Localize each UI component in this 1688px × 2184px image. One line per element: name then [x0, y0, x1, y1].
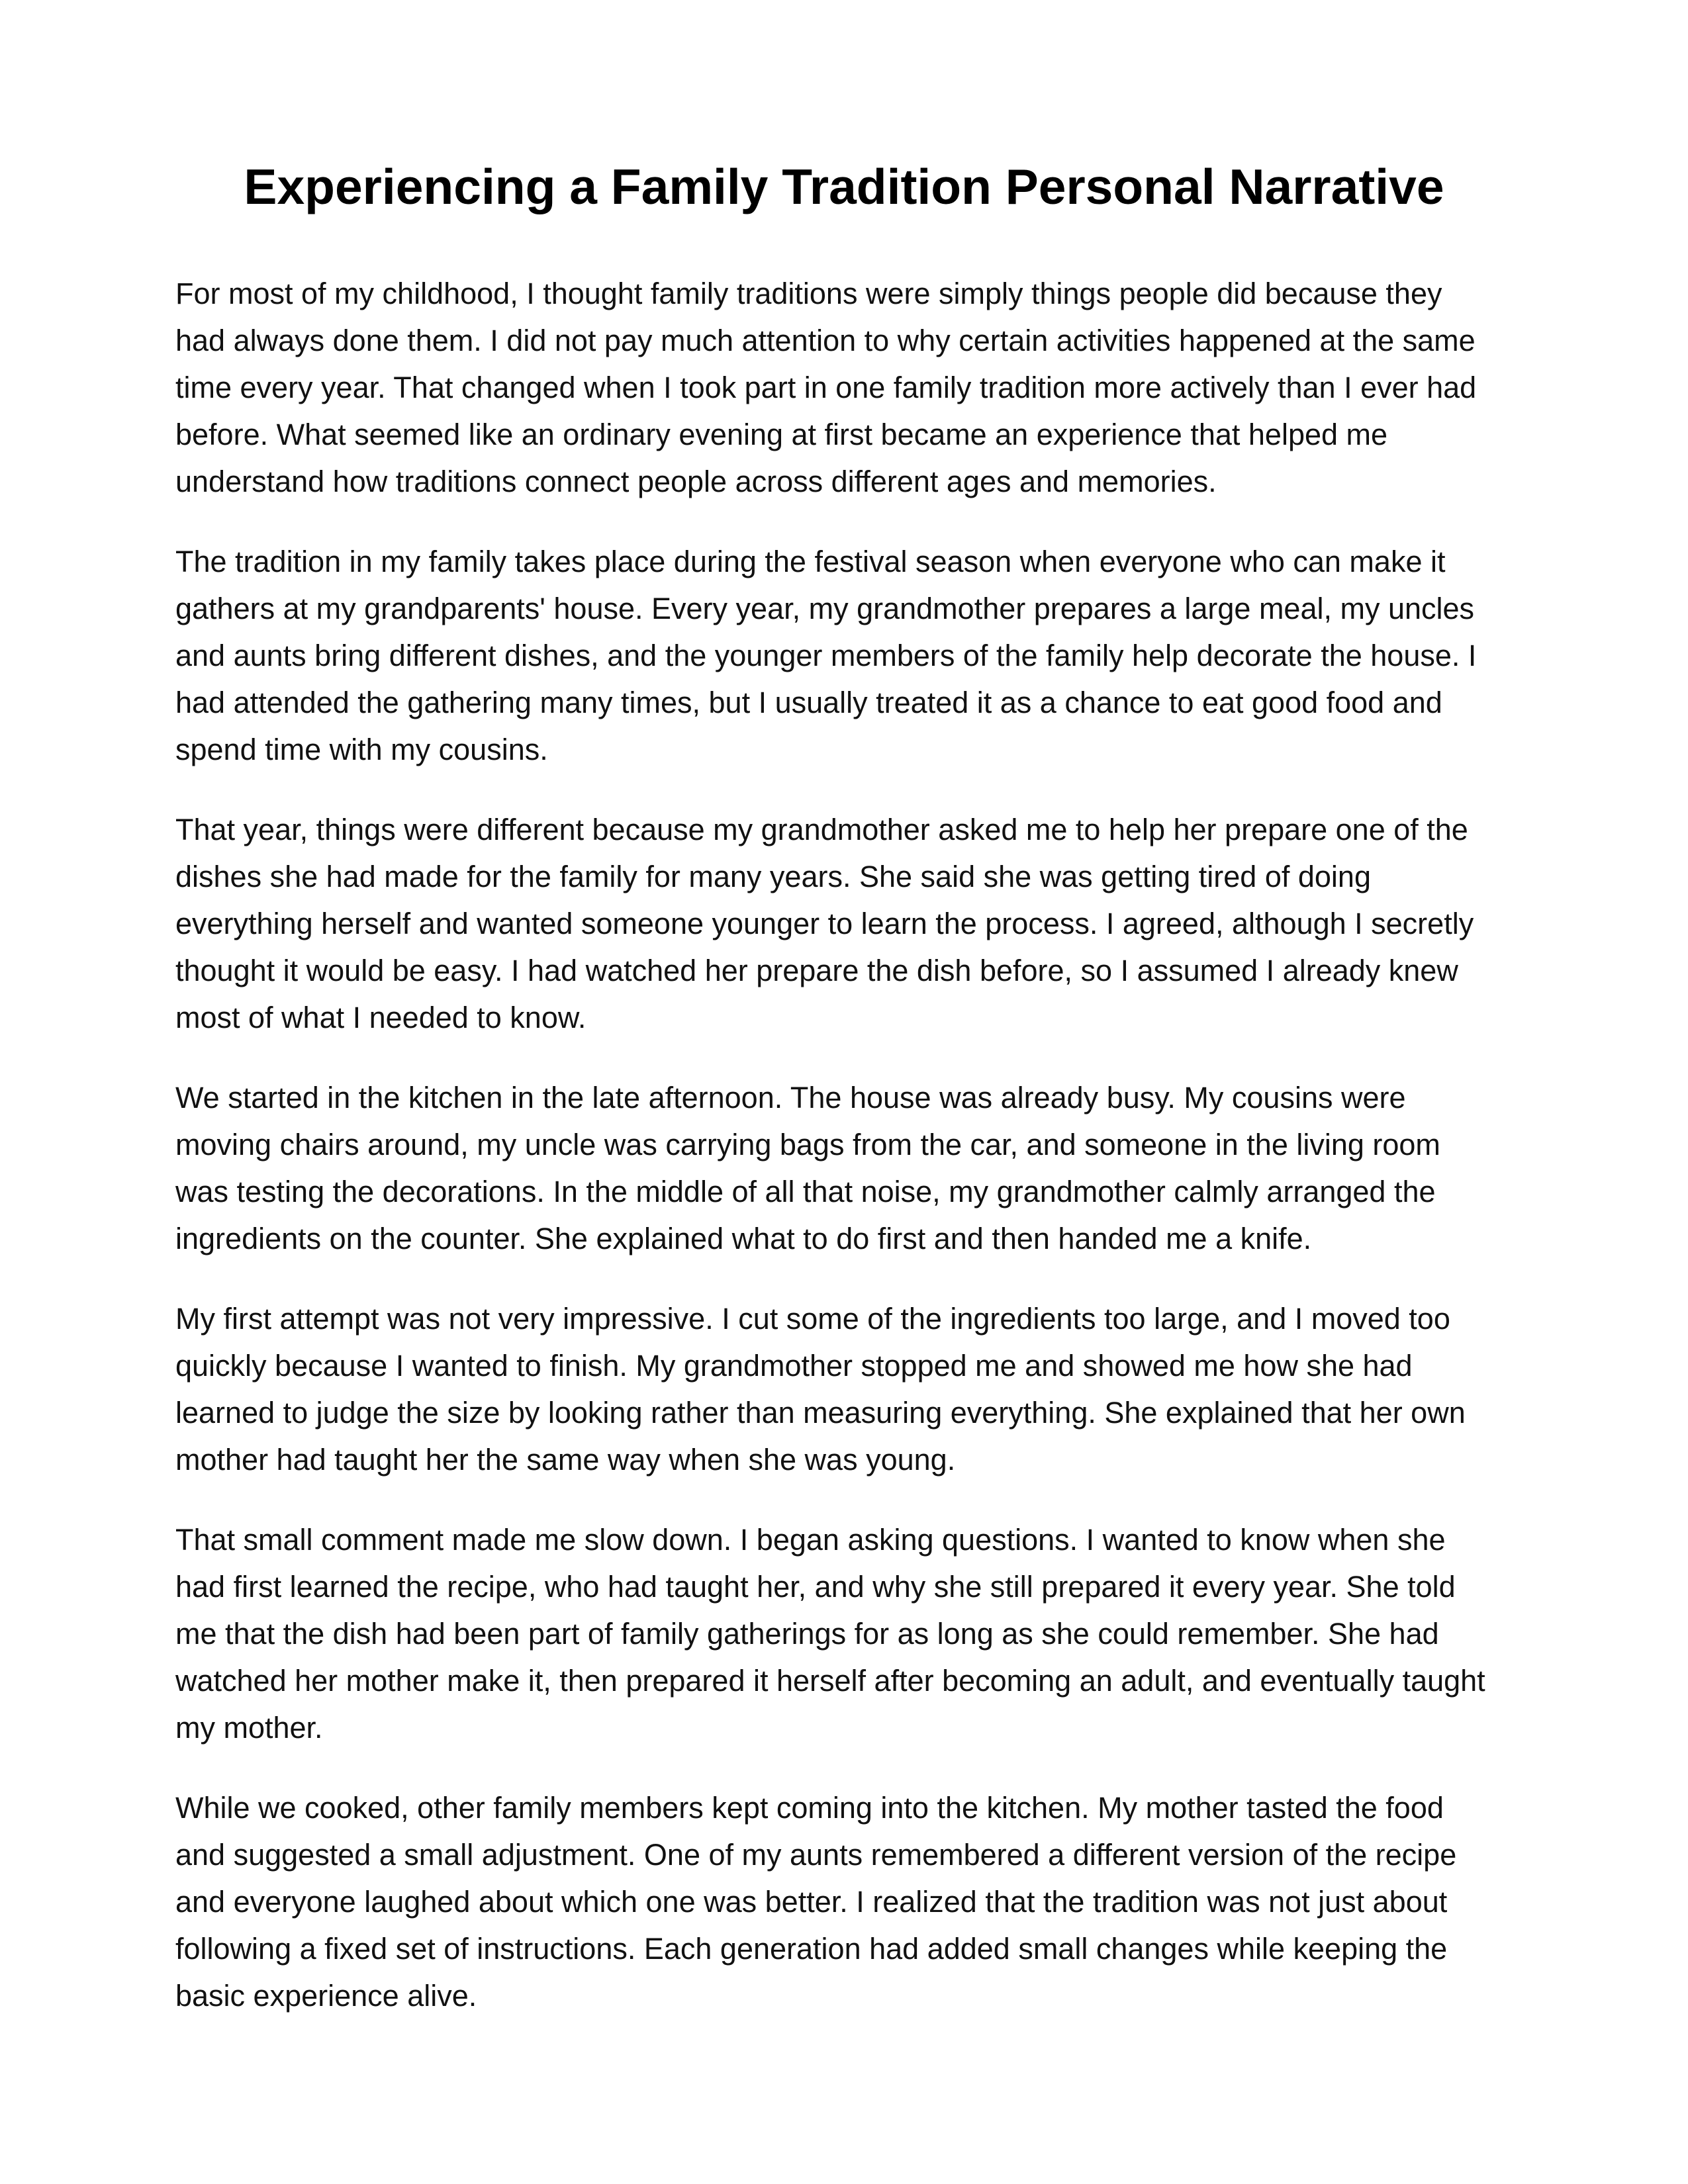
paragraph-line: my mother. [175, 1711, 323, 1745]
paragraph-line: thought it would be easy. I had watched her prepare the dish before, so I assumed I already knew [175, 954, 1458, 987]
body-paragraph [175, 1074, 1526, 1262]
body-paragraph [175, 270, 1526, 505]
paragraph-line: everything herself and wanted someone younger to learn the process. I agreed, although I secretly [175, 907, 1474, 940]
paragraph-line: was testing the decorations. In the middle of all that noise, my grandmother calmly arranged the [175, 1175, 1436, 1208]
paragraph-line: following a fixed set of instructions. Each generation had added small changes while keeping the [175, 1932, 1448, 1966]
paragraph-line: ingredients on the counter. She explained what to do first and then handed me a knife. [175, 1222, 1312, 1255]
paragraph-line: My first attempt was not very impressive. I cut some of the ingredients too large, and I moved too [175, 1302, 1450, 1336]
paragraph-line: mother had taught her the same way when she was young. [175, 1443, 956, 1477]
paragraph-line: and suggested a small adjustment. One of my aunts remembered a different version of the recipe [175, 1838, 1457, 1872]
paragraph-line: That small comment made me slow down. I began asking questions. I wanted to know when she [175, 1523, 1446, 1557]
paragraph-line: had first learned the recipe, who had taught her, and why she still prepared it every year. She told [175, 1570, 1456, 1604]
paragraph-line: before. What seemed like an ordinary evening at first became an experience that helped me [175, 418, 1388, 451]
paragraph-line: dishes she had made for the family for many years. She said she was getting tired of doing [175, 860, 1371, 893]
paragraph-line: and aunts bring different dishes, and the younger members of the family help decorate the house. I [175, 639, 1477, 672]
paragraph-line: gathers at my grandparents' house. Every year, my grandmother prepares a large meal, my uncles [175, 592, 1475, 625]
paragraph-line: learned to judge the size by looking rather than measuring everything. She explained that her own [175, 1396, 1466, 1430]
paragraph-line: and everyone laughed about which one was better. I realized that the tradition was not just about [175, 1885, 1448, 1919]
paragraph-line: spend time with my cousins. [175, 733, 548, 766]
paragraph-line: understand how traditions connect people across different ages and memories. [175, 465, 1217, 498]
paragraph-line: That year, things were different because my grandmother asked me to help her prepare one of the [175, 813, 1468, 846]
document-body [175, 270, 1526, 2052]
paragraph-line: had attended the gathering many times, but I usually treated it as a chance to eat good food and [175, 686, 1442, 719]
paragraph-line: me that the dish had been part of family gatherings for as long as she could remember. She had [175, 1617, 1439, 1651]
paragraph-line: The tradition in my family takes place during the festival season when everyone who can make it [175, 545, 1446, 578]
paragraph-line: most of what I needed to know. [175, 1001, 586, 1034]
paragraph-line: For most of my childhood, I thought family traditions were simply things people did because they [175, 277, 1442, 310]
body-paragraph [175, 538, 1526, 773]
paragraph-line: While we cooked, other family members kept coming into the kitchen. My mother tasted the food [175, 1791, 1444, 1825]
body-paragraph [175, 1295, 1526, 1483]
paragraph-line: quickly because I wanted to finish. My grandmother stopped me and showed me how she had [175, 1349, 1413, 1383]
body-paragraph [175, 806, 1526, 1041]
paragraph-line: had always done them. I did not pay much attention to why certain activities happened at the same [175, 324, 1476, 357]
document-title: Experiencing a Family Tradition Personal Narrative [244, 159, 1444, 214]
paragraph-line: We started in the kitchen in the late afternoon. The house was already busy. My cousins were [175, 1081, 1406, 1115]
paragraph-line: time every year. That changed when I took part in one family tradition more actively than I ever had [175, 371, 1477, 404]
body-paragraph [175, 1784, 1526, 2019]
paragraph-line: moving chairs around, my uncle was carrying bags from the car, and someone in the living room [175, 1128, 1440, 1161]
body-paragraph [175, 1516, 1526, 1751]
paragraph-line: basic experience alive. [175, 1979, 477, 2013]
paragraph-line: watched her mother make it, then prepared it herself after becoming an adult, and eventually taught [175, 1664, 1485, 1698]
